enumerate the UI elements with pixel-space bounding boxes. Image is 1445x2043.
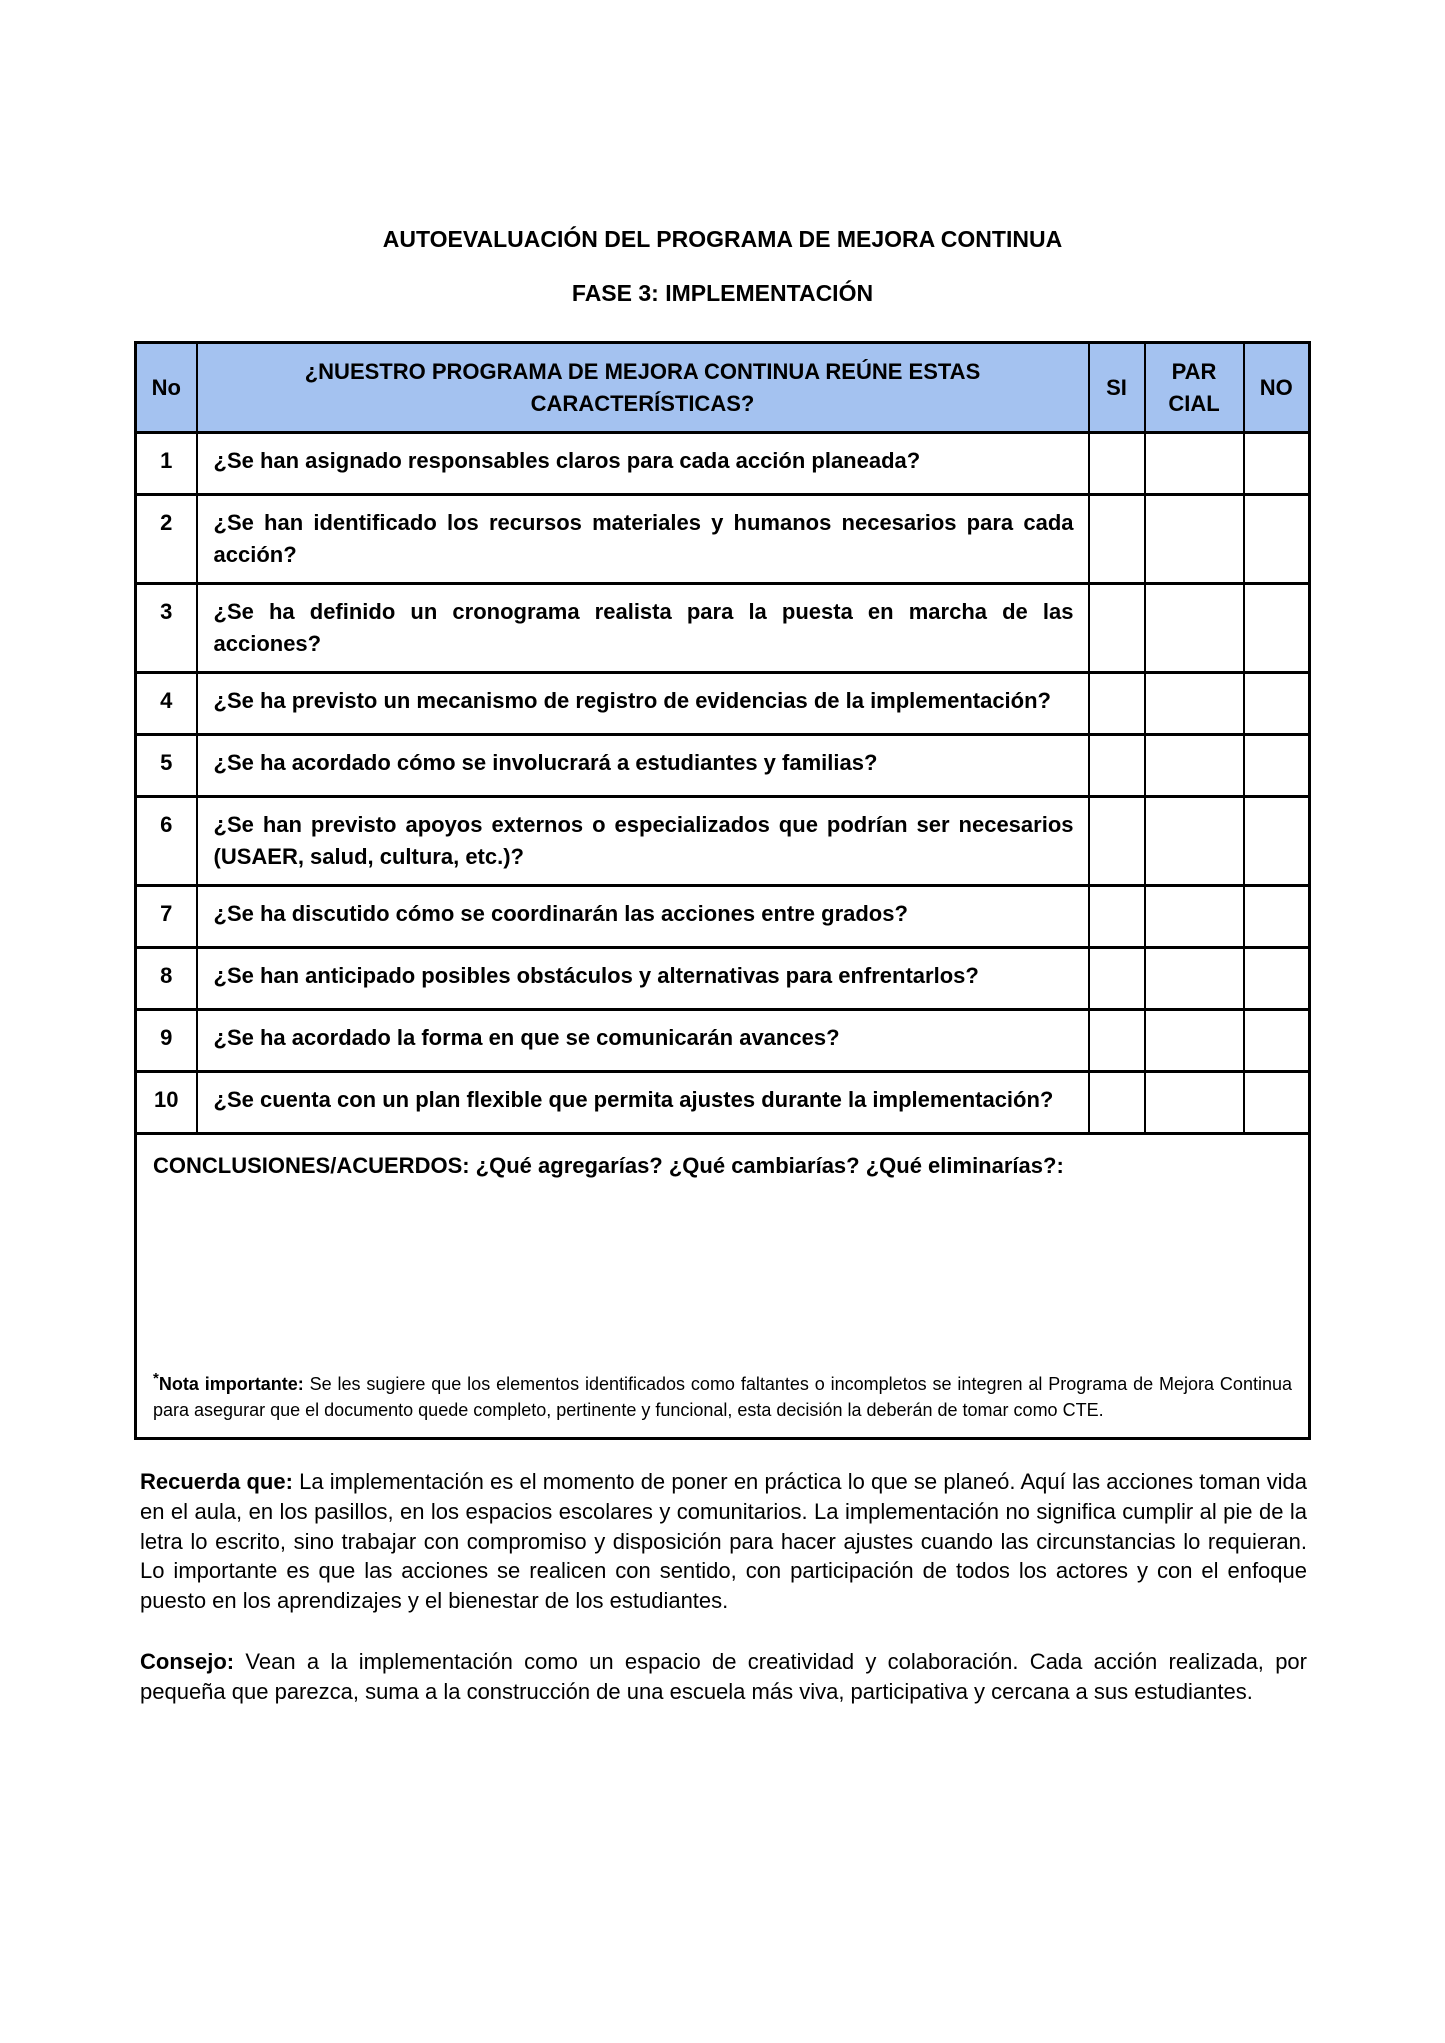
table-row	[136, 672, 1310, 734]
advice-paragraph	[140, 1647, 1307, 1706]
row-question: ¿Se ha definido un cronograma realista para la puesta en marcha de las acciones?	[197, 583, 1089, 672]
table-row	[136, 495, 1310, 584]
table-row	[136, 947, 1310, 1009]
answer-cell-si[interactable]	[1089, 495, 1145, 584]
answer-cell-no[interactable]	[1244, 672, 1310, 734]
answer-cell-no[interactable]	[1244, 1009, 1310, 1071]
answer-cell-parcial[interactable]	[1145, 495, 1244, 584]
remember-label: Recuerda que:	[140, 1469, 293, 1495]
row-number: 9	[136, 1009, 197, 1071]
conclusions-row	[136, 1133, 1310, 1439]
answer-cell-si[interactable]	[1089, 885, 1145, 947]
row-number: 2	[136, 495, 197, 584]
row-question: ¿Se ha discutido cómo se coordinarán las acciones entre grados?	[197, 885, 1089, 947]
answer-cell-parcial[interactable]	[1145, 947, 1244, 1009]
answer-cell-si[interactable]	[1089, 734, 1145, 796]
header-no: No	[136, 343, 197, 433]
answer-cell-si[interactable]	[1089, 583, 1145, 672]
answer-cell-no[interactable]	[1244, 1071, 1310, 1133]
table-row	[136, 885, 1310, 947]
row-number: 5	[136, 734, 197, 796]
remember-paragraph	[140, 1467, 1307, 1615]
table-row	[136, 1071, 1310, 1133]
row-question: ¿Se cuenta con un plan flexible que permita ajustes durante la implementación?	[197, 1071, 1089, 1133]
answer-cell-parcial[interactable]	[1145, 796, 1244, 885]
checklist-body	[136, 433, 1310, 1133]
answer-cell-si[interactable]	[1089, 947, 1145, 1009]
answer-cell-si[interactable]	[1089, 1071, 1145, 1133]
answer-cell-parcial[interactable]	[1145, 885, 1244, 947]
row-question: ¿Se han asignado responsables claros para cada acción planeada?	[197, 433, 1089, 495]
row-number: 6	[136, 796, 197, 885]
page-title: AUTOEVALUACIÓN DEL PROGRAMA DE MEJORA CONTINUA	[382, 226, 1063, 252]
answer-cell-no[interactable]	[1244, 495, 1310, 584]
row-number: 7	[136, 885, 197, 947]
self-evaluation-table	[134, 341, 1311, 1440]
conclusions-answer-area[interactable]	[153, 1180, 1292, 1368]
row-question: ¿Se han identificado los recursos materiales y humanos necesarios para cada acción?	[197, 495, 1089, 584]
answer-cell-no[interactable]	[1244, 583, 1310, 672]
answer-cell-si[interactable]	[1089, 1009, 1145, 1071]
answer-cell-parcial[interactable]	[1145, 1071, 1244, 1133]
table-row	[136, 583, 1310, 672]
header-question: ¿NUESTRO PROGRAMA DE MEJORA CONTINUA REÚNE ESTAS CARACTERÍSTICAS?	[197, 343, 1089, 433]
important-note	[153, 1368, 1292, 1423]
row-question: ¿Se han anticipado posibles obstáculos y alternativas para enfrentarlos?	[197, 947, 1089, 1009]
row-question: ¿Se han previsto apoyos externos o especializados que podrían ser necesarios (USAER, salud, cultura, etc.)?	[197, 796, 1089, 885]
note-text: Se les sugiere que los elementos identificados como faltantes o incompletos se integren al Programa de Mejora Continua para asegurar que el documento quede completo, pertinente y funcional, esta decisión la deberán de tomar como CTE.	[153, 1374, 1292, 1421]
answer-cell-no[interactable]	[1244, 947, 1310, 1009]
row-question: ¿Se ha acordado la forma en que se comunicarán avances?	[197, 1009, 1089, 1071]
table-row	[136, 796, 1310, 885]
remember-text: La implementación es el momento de poner en práctica lo que se planeó. Aquí las acciones toman vida en el aula, en los pasillos, en los espacios escolares y comunitarios. La implementación no significa cumplir al pie de la letra lo escrito, sino trabajar con compromiso y disposición para hacer ajustes cuando las circunstancias lo requieran. Lo importante es que las acciones se realicen con sentido, con participación de todos los actores y con el enfoque puesto en los aprendizajes y el bienestar de los estudiantes.	[140, 1469, 1307, 1614]
table-row	[136, 1009, 1310, 1071]
header-si: SI	[1089, 343, 1145, 433]
table-header-row	[136, 343, 1310, 433]
answer-cell-no[interactable]	[1244, 796, 1310, 885]
row-number: 10	[136, 1071, 197, 1133]
note-asterisk: *	[153, 1370, 159, 1388]
page-subtitle: FASE 3: IMPLEMENTACIÓN	[571, 279, 874, 306]
row-number: 4	[136, 672, 197, 734]
conclusions-heading: CONCLUSIONES/ACUERDOS: ¿Qué agregarías? ¿Qué cambiarías? ¿Qué eliminarías?:	[153, 1152, 1064, 1178]
answer-cell-si[interactable]	[1089, 433, 1145, 495]
row-number: 1	[136, 433, 197, 495]
advice-text: Vean a la implementación como un espacio de creatividad y colaboración. Cada acción realizada, por pequeña que parezca, suma a la construcción de una escuela más viva, participativa y cercana a sus estudiantes.	[140, 1648, 1307, 1704]
row-number: 3	[136, 583, 197, 672]
row-question: ¿Se ha acordado cómo se involucrará a estudiantes y familias?	[197, 734, 1089, 796]
table-row	[136, 433, 1310, 495]
advice-label: Consejo:	[140, 1648, 235, 1674]
answer-cell-parcial[interactable]	[1145, 1009, 1244, 1071]
row-number: 8	[136, 947, 197, 1009]
answer-cell-parcial[interactable]	[1145, 672, 1244, 734]
answer-cell-parcial[interactable]	[1145, 583, 1244, 672]
answer-cell-no[interactable]	[1244, 885, 1310, 947]
row-question: ¿Se ha previsto un mecanismo de registro de evidencias de la implementación?	[197, 672, 1089, 734]
answer-cell-si[interactable]	[1089, 796, 1145, 885]
note-label: Nota importante:	[158, 1374, 304, 1395]
answer-cell-no[interactable]	[1244, 433, 1310, 495]
answer-cell-si[interactable]	[1089, 672, 1145, 734]
table-row	[136, 734, 1310, 796]
answer-cell-parcial[interactable]	[1145, 433, 1244, 495]
header-parcial: PAR CIAL	[1145, 343, 1244, 433]
answer-cell-parcial[interactable]	[1145, 734, 1244, 796]
conclusions-cell	[136, 1133, 1310, 1439]
header-no-option: NO	[1244, 343, 1310, 433]
answer-cell-no[interactable]	[1244, 734, 1310, 796]
